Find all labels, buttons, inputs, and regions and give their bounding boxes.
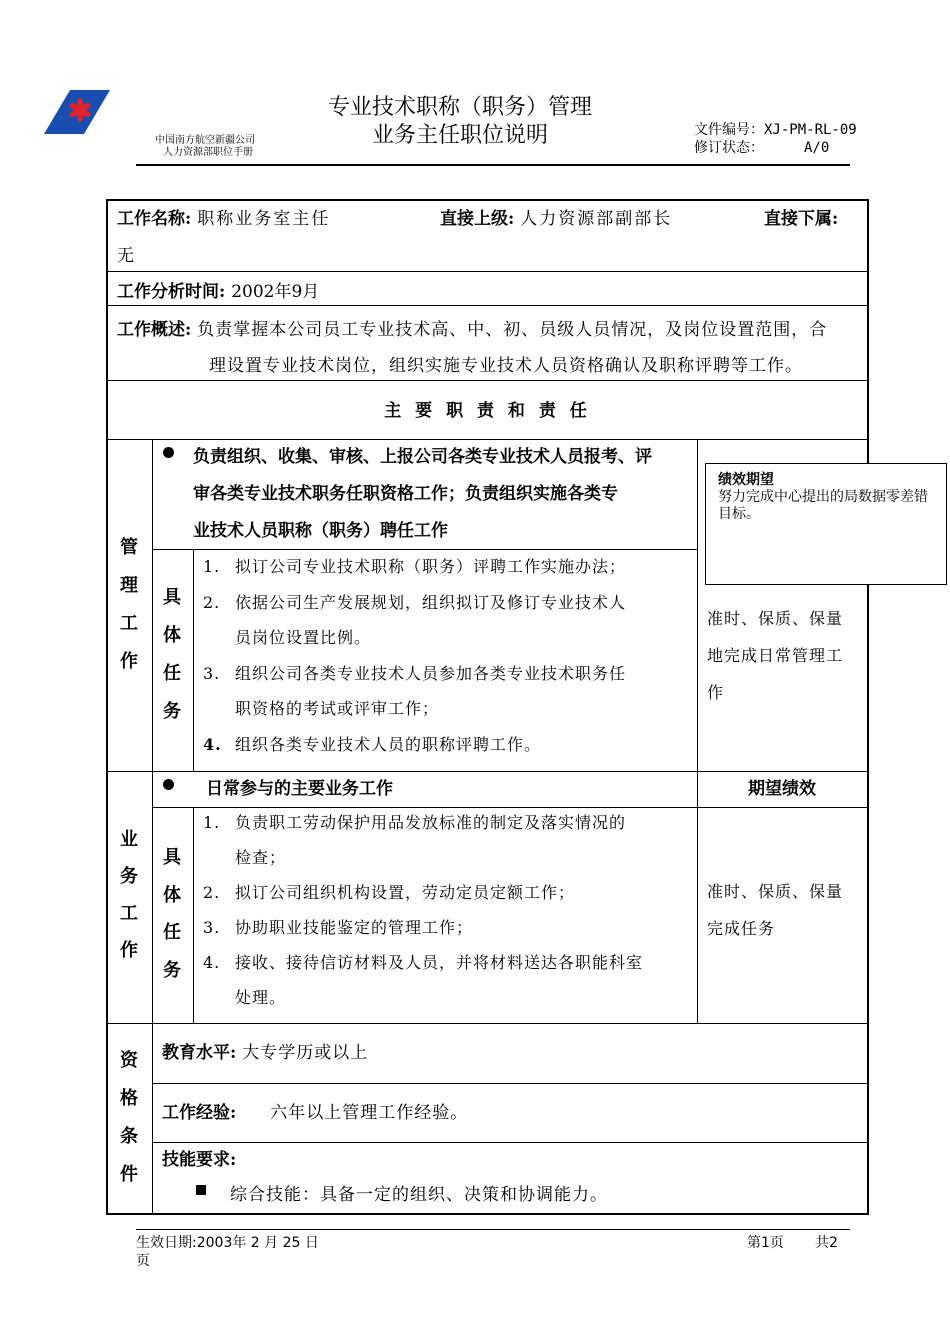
revision-label: 修订状态：: [694, 140, 764, 156]
qualification-side-label-1: 资: [120, 1050, 138, 1071]
management-expectation-line: 作: [707, 683, 725, 702]
management-task-label-1: 具: [163, 587, 181, 608]
management-expectation-line: 地完成日常管理工: [707, 646, 844, 665]
skills-label: 技能要求: [162, 1150, 230, 1170]
airline-logo: [42, 88, 112, 136]
header-rule: [136, 164, 850, 166]
business-task-label-4: 务: [163, 960, 181, 981]
superior-label: 直接上级: [440, 209, 508, 229]
overview-line2: 理设置专业技术岗位，组织实施专业技术人员资格确认及职称评聘等工作。: [209, 356, 803, 376]
popup-title: 绩效期望: [718, 472, 774, 488]
responsibilities-heading: 主 要 职 责 和 责 任: [384, 401, 591, 421]
list-item: 4. 组织各类专业技术人员的职称评聘工作。: [203, 734, 542, 754]
list-item: 1. 负责职工劳动保护用品发放标准的制定及落实情况的: [203, 813, 627, 832]
business-side-label-3: 工: [120, 903, 138, 924]
experience: 六年以上管理工作经验。: [270, 1103, 469, 1123]
effective-date: 生效日期:2003年 2 月 25 日: [136, 1235, 319, 1251]
list-item: 1. 拟订公司专业技术职称（职务）评聘工作实施办法；: [203, 557, 627, 576]
subordinate: 无: [117, 246, 134, 266]
business-task-label-2: 体: [163, 885, 181, 906]
list-item: 3. 组织公司各类专业技术人员参加各类专业技术职务任: [203, 663, 627, 683]
superior: 人力资源部副部长: [520, 209, 673, 229]
management-task-label-4: 务: [163, 701, 181, 722]
management-main-duty-line: 业技术人员职称（职务）聘任工作: [193, 521, 448, 541]
popup-text: 努力完成中心提出的局数据零差错目标。: [718, 489, 928, 522]
qualification-side-label-4: 件: [120, 1164, 138, 1185]
management-task-label-3: 任: [163, 663, 181, 684]
manual-name: 人力资源部职位手册: [163, 147, 253, 158]
subordinate-label: 直接下属: [764, 209, 832, 229]
revision-status: A/0: [804, 140, 830, 156]
qualification-side-label-3: 条: [120, 1126, 138, 1147]
business-expectation-line: 准时、保质、保量: [707, 882, 844, 901]
business-side-label-4: 作: [120, 940, 138, 961]
title-line2: 业务主任职位说明: [371, 123, 548, 148]
title-line1: 专业技术职称（职务）管理: [327, 95, 592, 120]
bullet-icon: [163, 447, 174, 458]
business-heading: 日常参与的主要业务工作: [206, 779, 393, 799]
analysis-time-label: 工作分析时间: [117, 282, 219, 302]
square-bullet-icon: [196, 1185, 206, 1195]
business-task-label-1: 具: [163, 847, 181, 868]
management-expectation-line: 准时、保质、保量: [707, 609, 844, 628]
management-side-label-4: 作: [120, 651, 138, 672]
footer-rule: [136, 1229, 850, 1230]
doc-number: XJ-PM-RL-09: [764, 122, 857, 138]
job-name-label: 工作名称: [117, 209, 185, 229]
list-item: 2. 依据公司生产发展规划，组织拟订及修订专业技术人: [203, 592, 627, 612]
list-item: 3. 协助职业技能鉴定的管理工作；: [203, 918, 474, 937]
business-side-label-1: 业: [120, 829, 138, 850]
management-side-label-3: 工: [120, 613, 138, 634]
company-name: 中国南方航空新疆公司: [155, 135, 255, 146]
page-tail: 页: [136, 1253, 150, 1269]
management-side-label-1: 管: [120, 537, 138, 558]
experience-label: 工作经验: [162, 1103, 230, 1123]
performance-expectation-popup[interactable]: [705, 463, 947, 585]
skills-item: 综合技能：具备一定的组织、决策和协调能力。: [230, 1185, 608, 1205]
list-item: 2. 拟订公司组织机构设置，劳动定员定额工作；: [203, 883, 576, 902]
analysis-time: 2002年9月: [231, 282, 320, 302]
management-side-label-2: 理: [120, 575, 138, 596]
management-main-duty-line: 审各类专业技术职务任职资格工作；负责组织实施各类专: [193, 484, 618, 504]
page-total: 共2: [815, 1235, 838, 1251]
bullet-icon: [163, 779, 174, 790]
list-item: 4. 接收、接待信访材料及人员，并将材料送达各职能科室: [203, 953, 644, 972]
overview-label: 工作概述: [117, 320, 185, 340]
management-main-duty-line: 负责组织、收集、审核、上报公司各类专业技术人员报考、评: [193, 447, 652, 467]
business-expectation-heading: 期望绩效: [748, 779, 816, 799]
management-task-label-2: 体: [163, 625, 181, 646]
education-label: 教育水平: [162, 1043, 230, 1063]
business-task-label-3: 任: [163, 922, 181, 943]
qualification-side-label-2: 格: [120, 1088, 138, 1109]
business-expectation-line: 完成任务: [707, 919, 776, 938]
education: 大专学历或以上: [242, 1043, 369, 1063]
page-number: 第1页: [747, 1235, 784, 1251]
business-side-label-2: 务: [120, 866, 138, 887]
overview-line1: 负责掌握本公司员工专业技术高、中、初、员级人员情况，及岗位设置范围，合: [197, 320, 828, 340]
doc-number-label: 文件编号：: [694, 122, 764, 138]
job-name: 职称业务室主任: [197, 209, 331, 229]
